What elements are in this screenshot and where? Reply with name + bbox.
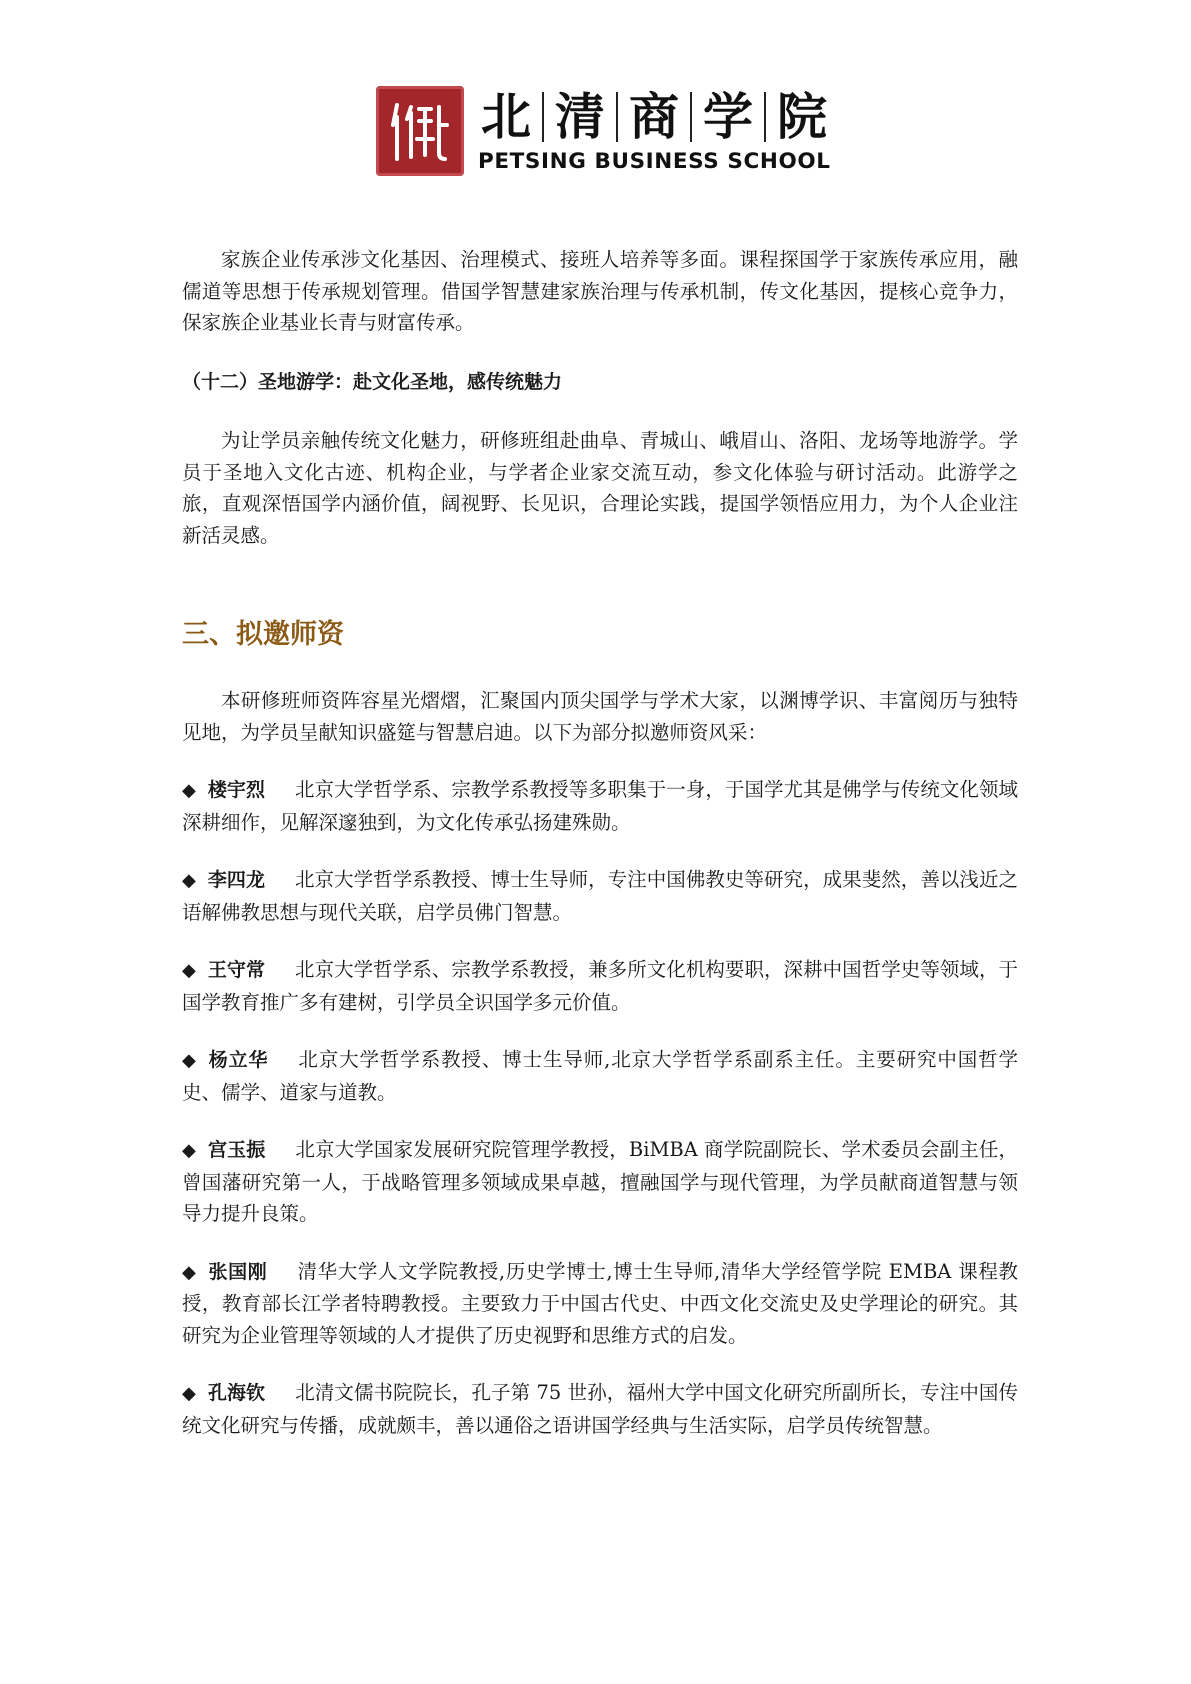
section-intro: 本研修班师资阵容星光熠熠，汇聚国内顶尖国学与学术大家，以渊博学识、丰富阅历与独特见地，为学员呈献知识盛筵与智慧启迪。以下为部分拟邀师资风采： [182,689,1018,744]
teacher-name: 孔海钦 [207,1382,266,1404]
diamond-bullet-icon: ◆ [182,1383,196,1404]
teacher-entry [182,1134,1018,1230]
logo-english-name: PETSING BUSINESS SCHOOL [478,148,831,174]
teacher-desc: 北京大学哲学系、宗教学系教授等多职集于一身，于国学尤其是佛学与传统文化领域深耕细作，见解深邃独到，为文化传承弘扬建殊勋。 [182,778,1018,834]
intro-paragraph: 家族企业传承涉文化基因、治理模式、接班人培养等多面。课程探国学于家族传承应用，融儒道等思想于传承规划管理。借国学智慧建家族治理与传承机制，传文化基因，提核心竞争力，保家族企业基业长青与财富传承。 [182,248,1018,334]
teacher-entry [182,1377,1018,1441]
teacher-entry [182,774,1018,838]
teacher-desc: 北京大学哲学系教授、博士生导师，专注中国佛教史等研究，成果斐然，善以浅近之语解佛教思想与现代关联，启学员佛门智慧。 [182,868,1018,924]
teacher-entry [182,1256,1018,1352]
logo-char: 北 [481,87,531,146]
teacher-desc: 北京大学国家发展研究院管理学教授，BiMBA 商学院副院长、学术委员会副主任，曾国藩研究第一人，于战略管理多领域成果卓越，擅融国学与现代管理，为学员献商道智慧与领导力提升良策。 [182,1138,1018,1225]
logo-char: 院 [777,87,827,146]
teacher-name: 张国刚 [208,1260,268,1283]
diamond-bullet-icon: ◆ [182,1140,196,1161]
teacher-name: 杨立华 [208,1049,269,1071]
subsection-body: 为让学员亲触传统文化魅力，研修班组赴曲阜、青城山、峨眉山、洛阳、龙场等地游学。学员于圣地入文化古迹、机构企业，与学者企业家交流互动，参文化体验与研讨活动。此游学之旅，直观深悟国学内涵价值，阔视野、长见识，合理论实践，提国学领悟应用力，为个人企业注新活灵感。 [182,429,1018,547]
teacher-name: 楼宇烈 [207,779,266,801]
diamond-bullet-icon: ◆ [182,780,196,801]
subsection-title: （十二）圣地游学：赴文化圣地，感传统魅力 [182,370,563,393]
teacher-entry [182,1044,1018,1108]
teacher-desc: 北清文儒书院院长，孔子第 75 世孙，福州大学中国文化研究所副所长，专注中国传统文化研究与传播，成就颇丰，善以通俗之语讲国学经典与生活实际，启学员传统智慧。 [182,1381,1018,1437]
teacher-name: 宫玉振 [207,1139,266,1161]
teacher-desc: 北京大学哲学系、宗教学系教授，兼多所文化机构要职，深耕中国哲学史等领域，于国学教育推广多有建树，引学员全识国学多元价值。 [182,958,1018,1014]
logo-char: 清 [555,87,605,146]
document-body [182,244,1018,1441]
teacher-name: 李四龙 [207,869,266,891]
teacher-entry [182,954,1018,1018]
logo-chinese-name [478,89,831,145]
school-logo [376,86,831,176]
diamond-bullet-icon: ◆ [182,870,196,891]
section-title: 三、拟邀师资 [182,619,344,650]
logo-char: 学 [703,87,753,146]
logo-char: 商 [629,87,679,146]
logo-seal-icon [376,86,464,176]
teacher-desc: 北京大学哲学系教授、博士生导师,北京大学哲学系副系主任。主要研究中国哲学史、儒学、道家与道教。 [182,1048,1018,1104]
diamond-bullet-icon: ◆ [182,1261,197,1283]
diamond-bullet-icon: ◆ [182,1050,197,1071]
teacher-desc: 清华大学人文学院教授,历史学博士,博士生导师,清华大学经管学院 EMBA 课程教授，教育部长江学者特聘教授。主要致力于中国古代史、中西文化交流史及史学理论的研究。其研究为企业管理等领域的人才提供了历史视野和思维方式的启发。 [182,1259,1019,1347]
teacher-name: 王守常 [207,959,266,981]
teacher-entry [182,864,1018,928]
diamond-bullet-icon: ◆ [182,960,196,981]
